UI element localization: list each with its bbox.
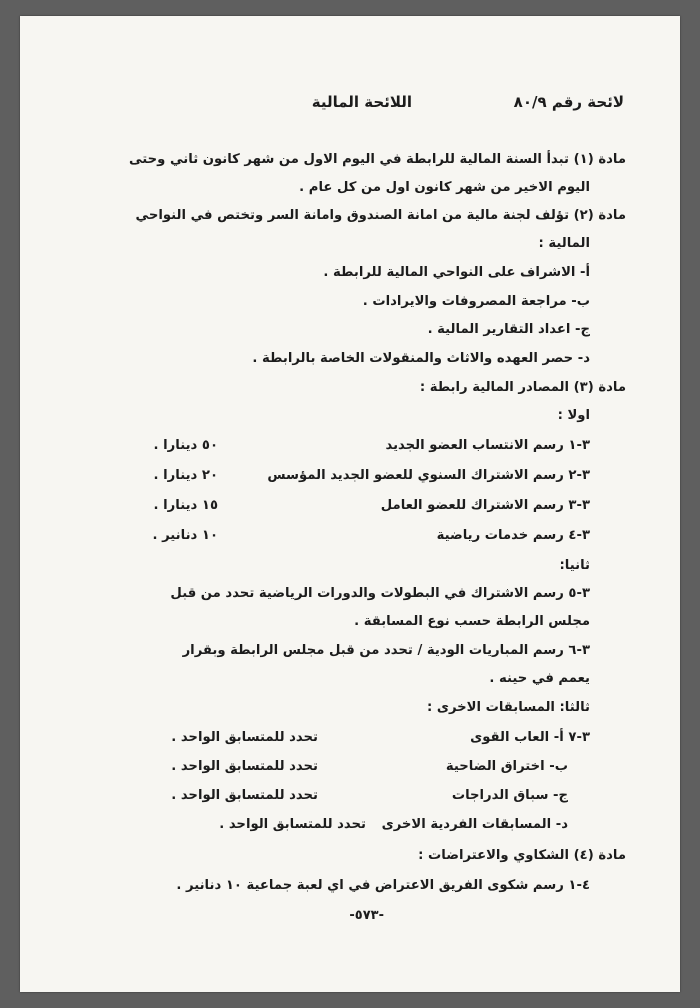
regulation-number: لائحة رقم ٨٠/٩ xyxy=(513,93,624,111)
page-number: -٥٧٣- xyxy=(349,908,384,923)
article-3-item-5-line-1: ٣-٥ رسم الاشتراك في البطولات والدورات الرياضية تحدد من قبل xyxy=(170,586,590,601)
article-3-item-6-line-1: ٣-٦ رسم المباريات الودية / تحدد من قبل مجلس الرابطة وبقرار xyxy=(182,643,590,658)
document-page xyxy=(20,16,680,992)
article-3-third-label: ثالثا: المسابقات الاخرى : xyxy=(427,700,590,715)
article-4-item-1: ٤-١ رسم شكوى الفريق الاعتراض في اي لعبة جماعية ١٠ دنانير . xyxy=(176,878,590,893)
article-3-item-4-label: ٣-٤ رسم خدمات رياضية xyxy=(436,528,590,543)
article-3-item-1-amount: ٥٠ دينارا . xyxy=(153,438,218,453)
article-4-heading: مادة (٤) الشكاوي والاعتراضات : xyxy=(418,848,626,863)
article-3-item-7c-amount: تحدد للمتسابق الواحد . xyxy=(171,788,318,803)
article-3-item-7b-label: ب- اختراق الضاحية xyxy=(445,759,568,774)
article-2-line-2: المالية : xyxy=(538,236,590,251)
article-3-item-7d-amount: تحدد للمتسابق الواحد . xyxy=(219,817,366,832)
regulation-title: اللائحة المالية xyxy=(311,93,412,111)
article-2-item-d: د- حصر العهده والاثاث والمنقولات الخاصة بالرابطة . xyxy=(252,351,590,366)
article-3-item-1-label: ٣-١ رسم الانتساب العضو الجديد xyxy=(385,438,590,453)
article-3-item-7d-label: د- المسابقات الفردية الاخرى xyxy=(381,817,568,832)
article-3-item-7a-label: ٣-٧ أ- العاب القوى xyxy=(470,730,590,745)
article-2-item-b: ب- مراجعة المصروفات والايرادات . xyxy=(362,294,590,309)
article-2-line-1: مادة (٢) تؤلف لجنة مالية من امانة الصندوق وامانة السر وتختص في النواحي xyxy=(135,208,626,223)
article-3-item-4-amount: ١٠ دنانير . xyxy=(152,528,218,543)
article-3-item-6-line-2: يعمم في حينه . xyxy=(489,671,590,686)
article-3-item-5-line-2: مجلس الرابطة حسب نوع المسابقة . xyxy=(354,614,590,629)
article-3-second-label: ثانيا: xyxy=(559,558,590,573)
article-3-heading: مادة (٣) المصادر المالية رابطة : xyxy=(419,380,626,395)
article-3-item-3-label: ٣-٣ رسم الاشتراك للعضو العامل xyxy=(380,498,590,513)
article-2-item-c: ج- اعداد التقارير المالية . xyxy=(427,322,590,337)
article-2-item-a: أ- الاشراف على النواحي المالية للرابطة . xyxy=(323,265,590,280)
article-3-item-7c-label: ج- سباق الدراجات xyxy=(451,788,568,803)
article-3-item-2-amount: ٢٠ دينارا . xyxy=(153,468,218,483)
article-3-first-label: اولا : xyxy=(557,408,590,423)
article-3-item-3-amount: ١٥ دينارا . xyxy=(153,498,218,513)
article-3-item-2-label: ٣-٢ رسم الاشتراك السنوي للعضو الجديد المؤسس xyxy=(267,468,590,483)
article-3-item-7b-amount: تحدد للمتسابق الواحد . xyxy=(171,759,318,774)
article-1-line-1: مادة (١) تبدأ السنة المالية للرابطة في اليوم الاول من شهر كانون ثاني وحتى xyxy=(128,152,626,167)
article-3-item-7a-amount: تحدد للمتسابق الواحد . xyxy=(171,730,318,745)
article-1-line-2: اليوم الاخير من شهر كانون اول من كل عام . xyxy=(299,180,590,195)
